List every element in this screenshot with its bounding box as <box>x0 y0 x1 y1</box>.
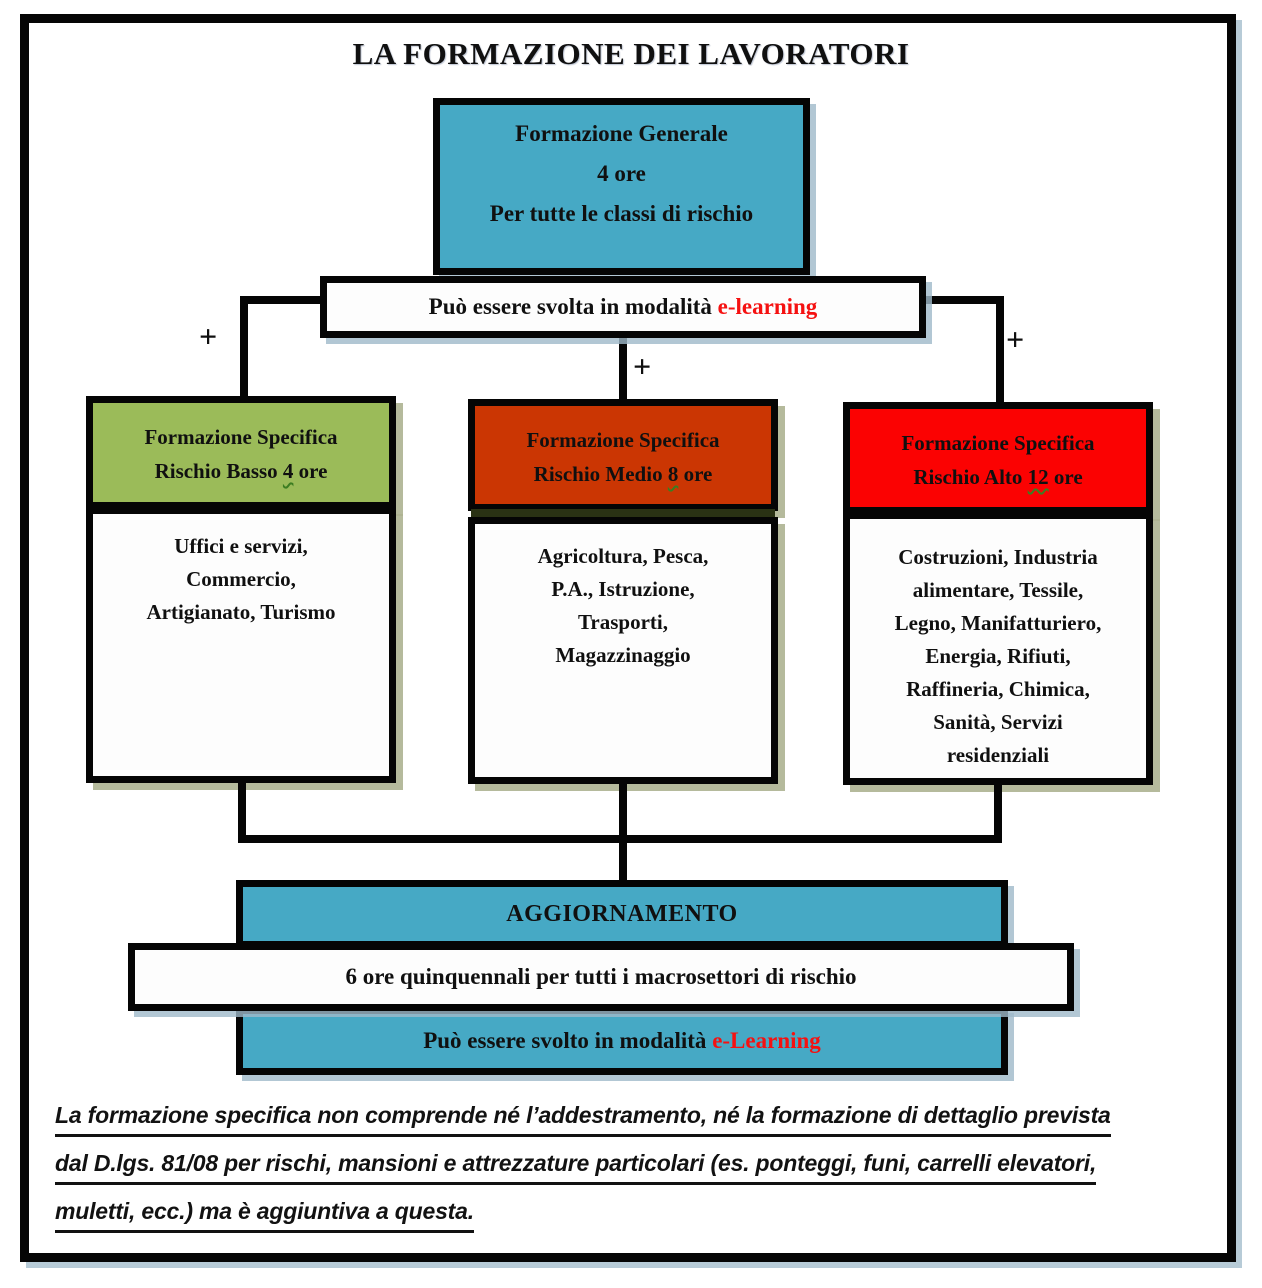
connector-middle-vertical <box>619 336 627 404</box>
general-box-line3: Per tutte le classi di rischio <box>489 201 754 226</box>
general-training-box <box>433 98 810 275</box>
text-line: Magazzinaggio <box>555 643 691 667</box>
connector-bottom-left <box>238 783 246 843</box>
connector-right-vertical <box>996 296 1004 404</box>
risk-high-header-line2 <box>850 460 1146 494</box>
risk-high-header-box <box>843 402 1153 514</box>
risk-high-hours: 12 <box>1027 465 1049 489</box>
risk-high-label: Rischio Alto <box>913 465 1028 489</box>
update-elearning-text: Può essere svolto in modalità <box>423 1028 713 1053</box>
text-line: Commercio, <box>186 567 296 591</box>
text-line: Trasporti, <box>577 610 669 634</box>
footnote <box>55 1102 1195 1246</box>
update-elearning-highlight: e-Learning <box>712 1028 821 1053</box>
connector-bottom-horizontal <box>238 835 1002 843</box>
risk-medium-sectors-box <box>468 517 778 784</box>
risk-low-header-box <box>86 396 396 509</box>
risk-medium-header-line1: Formazione Specifica <box>526 428 720 452</box>
risk-low-label: Rischio Basso <box>154 459 283 483</box>
connector-left-vertical <box>240 296 248 400</box>
update-hours-box: 6 ore quinquennali per tutti i macrosettori di rischio <box>128 943 1074 1011</box>
risk-low-sectors-box <box>86 507 396 783</box>
text-line: Legno, Manifatturiero, <box>894 611 1102 635</box>
text-line: Sanità, Servizi <box>933 710 1063 734</box>
elearning-note-text: Può essere svolta in modalità <box>428 294 718 319</box>
general-box-line2: 4 ore <box>597 161 646 186</box>
connector-right-horizontal <box>922 296 1004 304</box>
text-line: P.A., Istruzione, <box>551 577 695 601</box>
update-elearning-box <box>236 1007 1008 1075</box>
footnote-line <box>55 1198 1195 1233</box>
risk-medium-ore: ore <box>678 462 713 486</box>
risk-high-header-line1: Formazione Specifica <box>901 431 1095 455</box>
plus-sign-left: + <box>199 318 218 354</box>
risk-medium-header-box <box>468 399 778 511</box>
risk-low-header-line1: Formazione Specifica <box>144 425 338 449</box>
elearning-note-highlight: e-learning <box>717 294 818 319</box>
footnote-line <box>55 1102 1195 1137</box>
plus-sign-right: + <box>1006 321 1025 357</box>
text-line: Uffici e servizi, <box>174 534 308 558</box>
risk-medium-header-line2 <box>475 457 771 491</box>
text-line: alimentare, Tessile, <box>912 578 1084 602</box>
footnote-line-2: dal D.lgs. 81/08 per rischi, mansioni e attrezzature particolari (es. ponteggi, funi, carrelli elevatori, <box>55 1150 1096 1185</box>
text-line: Agricoltura, Pesca, <box>537 544 709 568</box>
general-box-line1: Formazione Generale <box>515 121 728 146</box>
footnote-line <box>55 1150 1195 1185</box>
update-title-box: AGGIORNAMENTO <box>236 880 1008 948</box>
elearning-note-box <box>320 276 926 338</box>
connector-bottom-middle <box>619 784 627 884</box>
page-title: LA FORMAZIONE DEI LAVORATORI <box>352 36 910 71</box>
risk-low-header-line2 <box>93 454 389 488</box>
text-line: Energia, Rifiuti, <box>925 644 1071 668</box>
plus-sign-middle: + <box>633 348 652 384</box>
text-line: Raffineria, Chimica, <box>906 677 1090 701</box>
risk-high-ore: ore <box>1048 465 1083 489</box>
risk-medium-label: Rischio Medio <box>533 462 668 486</box>
footnote-line-3: muletti, ecc.) ma è aggiuntiva a questa. <box>55 1198 474 1233</box>
risk-medium-hours: 8 <box>667 462 679 486</box>
risk-low-hours: 4 <box>282 459 294 483</box>
footnote-line-1: La formazione specifica non comprende né l’addestramento, né la formazione di dettaglio prevista <box>55 1102 1111 1137</box>
text-line: residenziali <box>946 743 1050 767</box>
risk-low-ore: ore <box>293 459 328 483</box>
text-line: Costruzioni, Industria <box>898 545 1098 569</box>
text-line: Artigianato, Turismo <box>146 600 336 624</box>
connector-left-horizontal <box>240 296 324 304</box>
risk-high-sectors-box <box>843 512 1153 785</box>
